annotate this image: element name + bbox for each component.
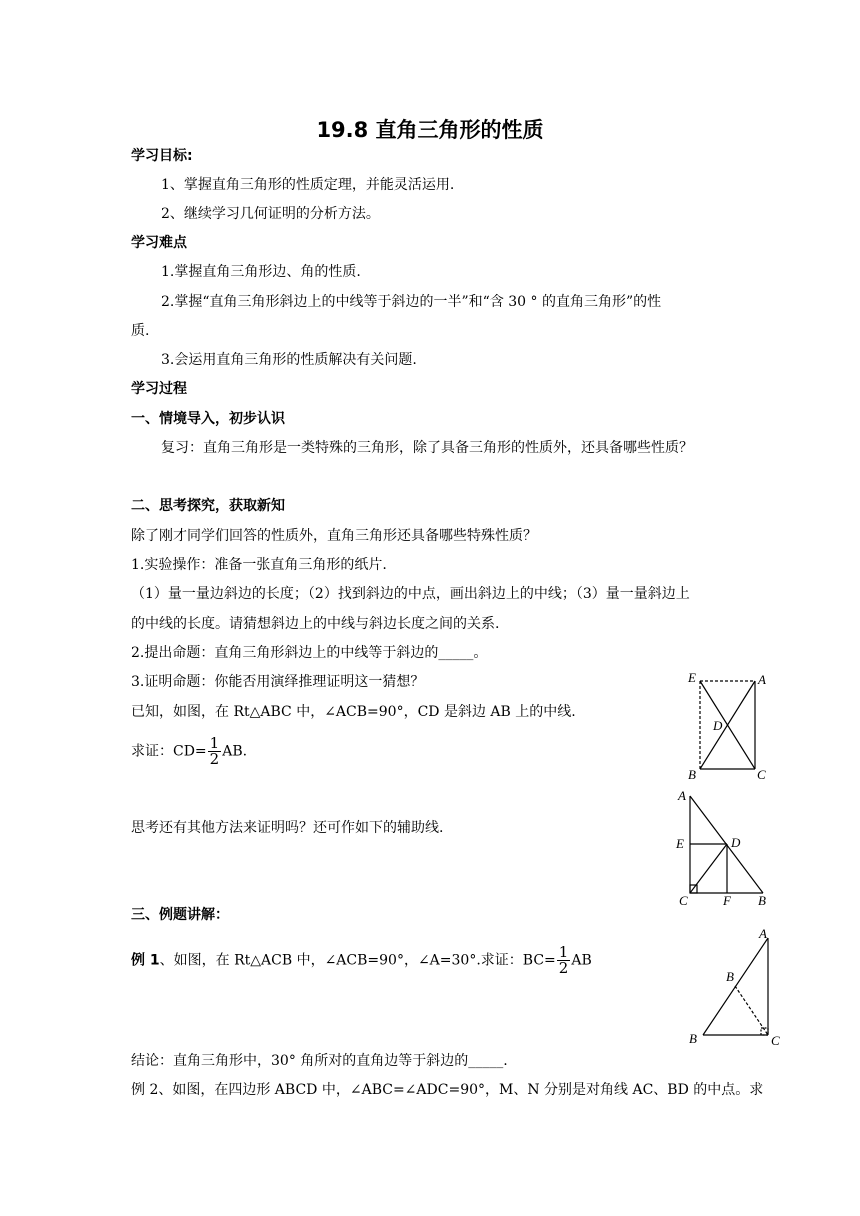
section2-heading: 二、思考探究，获取新知 — [131, 498, 285, 514]
goal-item: 2、继续学习几何证明的分析方法。 — [161, 206, 380, 222]
experiment-text: 1.实验操作：准备一张直角三角形的纸片. — [131, 557, 387, 573]
label-f: F — [723, 893, 731, 908]
prove-prompt: 3.证明命题：你能否用演绎推理证明这一猜想？ — [131, 674, 425, 690]
difficulty-heading: 学习难点 — [131, 235, 187, 251]
example1-text: 例 1、如图，在 Rt△ACB 中，∠ACB=90°，∠A=30°.求证：BC= $\frac{1}{2}$ AB — [131, 943, 592, 977]
label-d: D — [713, 718, 723, 733]
goals-heading: 学习目标: — [131, 148, 193, 164]
prove-suffix: AB. — [222, 743, 248, 760]
label-c: C — [757, 767, 766, 782]
conclusion-text: 结论：直角三角形中，30° 角所对的直角边等于斜边的_____. — [131, 1053, 508, 1069]
label-b: B — [758, 893, 766, 908]
steps-text: 的中线的长度。请猜想斜边上的中线与斜边长度之间的关系. — [131, 616, 500, 632]
page-title: 19.8 直角三角形的性质 — [316, 118, 544, 142]
prove-statement — [131, 736, 247, 767]
example2-text: 例 2、如图，在四边形 ABCD 中，∠ABC=∠ADC=90°，M、N 分别是对角线 AC、BD 的中点。求 — [131, 1082, 764, 1098]
label-b: B — [689, 1031, 697, 1046]
goal-item: 1、掌握直角三角形的性质定理，并能灵活运用. — [161, 177, 455, 193]
label-a: A — [759, 926, 767, 941]
section3-heading: 三、例题讲解： — [131, 907, 229, 923]
difficulty-item: 1.掌握直角三角形边、角的性质. — [161, 264, 361, 280]
label-a: A — [758, 672, 766, 687]
process-heading: 学习过程 — [131, 381, 187, 397]
fraction-half: $\frac{1}{2}$ — [209, 734, 220, 768]
think-text: 思考还有其他方法来证明吗？还可作如下的辅助线. — [131, 820, 444, 836]
difficulty-item: 2.掌握“直角三角形斜边上的中线等于斜边的一半”和“含 30 ° 的直角三角形”的性 — [161, 294, 662, 310]
label-e: E — [688, 670, 696, 685]
label-b-mid: B — [726, 969, 734, 984]
fraction-half: $\frac{1}{2}$ — [558, 943, 569, 977]
proposition-text: 2.提出命题：直角三角形斜边上的中线等于斜边的_____。 — [131, 645, 488, 661]
prove-prefix: 求证：CD= — [131, 743, 207, 760]
difficulty-item: 质. — [131, 323, 150, 339]
review-text: 复习：直角三角形是一类特殊的三角形，除了具备三角形的性质外，还具备哪些性质？ — [161, 440, 693, 456]
section1-heading: 一、情境导入，初步认识 — [131, 411, 285, 427]
question-text: 除了刚才同学们回答的性质外，直角三角形还具备哪些特殊性质？ — [131, 528, 537, 544]
figure-30-degree-triangle — [683, 926, 783, 1052]
steps-text: （1）量一量边斜边的长度；（2）找到斜边的中点，画出斜边上的中线；（3）量一量斜边上 — [131, 586, 690, 602]
label-e: E — [676, 836, 684, 851]
label-d: D — [731, 835, 741, 850]
label-a: A — [678, 788, 686, 803]
dashed-median — [735, 986, 768, 1035]
label-b: B — [688, 767, 696, 782]
figure-triangle-auxiliary — [673, 786, 773, 911]
example1-label: 例 1 — [131, 952, 160, 969]
label-c: C — [679, 893, 688, 908]
given-text: 已知，如图，在 Rt△ABC 中，∠ACB=90°，CD 是斜边 AB 上的中线. — [131, 704, 576, 720]
difficulty-item: 3.会运用直角三角形的性质解决有关问题. — [161, 352, 417, 368]
figure-rectangle-diagonals — [683, 668, 773, 783]
median-cd — [690, 844, 727, 893]
label-c: C — [771, 1033, 780, 1048]
